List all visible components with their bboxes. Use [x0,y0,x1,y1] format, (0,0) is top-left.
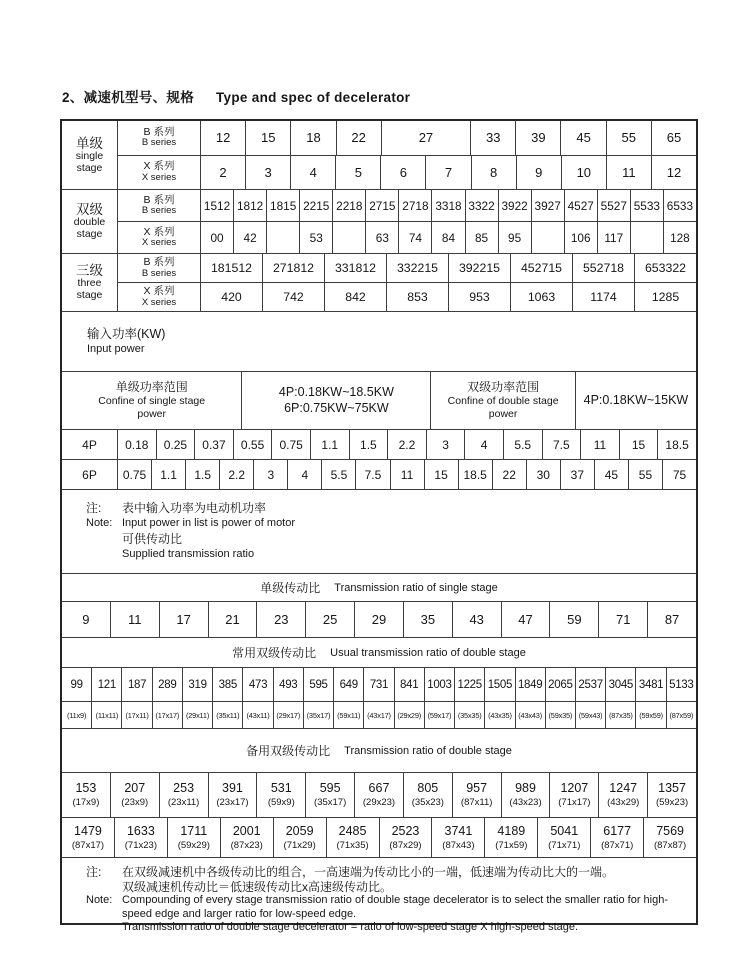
power-value-6p: 5.5 [321,460,355,489]
usual-double-factor: (43x35) [484,702,514,728]
usual-double-value: 289 [152,668,182,701]
x-series-cells [201,283,696,311]
spare-double-cell: 7569 (87x87) [643,818,696,857]
spare-double-cell: 207 (23x9) [110,773,159,817]
page-title-zh: 2、减速机型号、规格 [62,90,195,105]
spare-double-cell: 1357 (59x23) [647,773,696,817]
x-series-row [118,221,696,253]
note2-zh-line2: 双级减速机传动比＝低速级传动比x高速级传动比。 [122,879,393,894]
usual-double-factor: (29x29) [394,702,424,728]
usual-double-value: 649 [333,668,363,701]
power-value-6p: 75 [662,460,696,489]
x-series-cells [201,156,696,190]
b-series-value: 39 [515,121,560,155]
usual-double-value: 3045 [605,668,635,701]
b-series-value: 45 [560,121,605,155]
power-value-6p: 3 [253,460,287,489]
b-series-value: 1815 [266,190,299,221]
spare-double-cell: 531 (59x9) [256,773,305,817]
b-series-value: 3927 [531,190,564,221]
x-series-row [118,155,696,190]
usual-double-factor: (87x35) [605,702,635,728]
single-power-range-label: 单级功率范围 Confine of single stage power [98,380,206,420]
note2-en-line2: Transmission ratio of double stage decelerator = ratio of low-speed stage X high-speed stage. [122,921,579,934]
usual-double-value: 473 [242,668,272,701]
usual-double-factor: (43x11) [242,702,272,728]
b-series-value: 181512 [210,261,253,275]
x-series-value: 1285 [634,283,696,311]
series-label-x: X 系列 X series [118,283,201,311]
single-power-range-value: 4P:0.18KW~18.5KW 6P:0.75KW~75KW [241,372,430,429]
stage-label-en: double stage [73,216,106,241]
power-value-4p: 11 [580,430,619,459]
x-series-value: 1063 [510,283,572,311]
b-series-value: 4527 [564,190,597,221]
usual-double-value: 493 [273,668,303,701]
input-power-zh: 输入功率(KW) [87,327,166,342]
usual-double-factor: (29x17) [273,702,303,728]
b-series-value: 392215 [448,254,510,282]
b-series-value: 331812 [324,254,386,282]
x-series-value: 00 [210,230,224,245]
single-ratio-value: 23 [256,602,305,637]
x-series-value: 74 [398,222,431,253]
power-value-6p: 1.5 [185,460,219,489]
power-range-row [62,371,696,429]
usual-double-factor: (35x17) [303,702,333,728]
spare-double-cell: 667 (29x23) [354,773,403,817]
b-series-value: 55 [606,121,651,155]
single-ratio-value: 87 [647,602,696,637]
note-box-input-power [62,489,696,573]
x-series-value: 53 [299,222,332,253]
power-value-4p: 0.75 [271,430,310,459]
x-series-value: 7 [425,156,470,190]
usual-double-value: 841 [394,668,424,701]
spare-double-cell: 957 (87x11) [452,773,501,817]
stage-label-zh: 三级 [76,263,103,279]
power-value-6p: 2.2 [219,460,253,489]
stage-rows [118,121,696,189]
x-series-value: 5 [335,156,380,190]
usual-double-header: 常用双级传动比 Usual transmission ratio of double stage [62,637,696,667]
note2-en-line1: Note: Compounding of every stage transmission ratio of double stage decelerator is to select the smaller ratio for high-speed edge and larger ratio for low-speed edge. [86,894,669,920]
x-series-value [531,222,564,253]
b-series-value: 552718 [572,254,634,282]
x-series-value: 84 [431,222,464,253]
b-series-cells [201,121,696,155]
x-series-value: 3 [245,156,290,190]
note-box-ratio [62,857,696,934]
series-label-x: X 系列 X series [118,222,201,253]
usual-double-factor: (59x35) [545,702,575,728]
b-series-value: 5527 [597,190,630,221]
note2-zh-line1: 注: 在双级减速机中各级传动比的组合，一高速端为传动比小的一端，低速端为传动比大的一端。 [86,865,615,879]
stage-rows [118,190,696,253]
spare-double-cell: 4189 (71x59) [484,818,537,857]
x-series-value: 85 [465,222,498,253]
x-series-row [118,282,696,311]
usual-double-value: 385 [212,668,242,701]
b-series-value: 2718 [398,190,431,221]
spare-double-cell: 391 (23x17) [208,773,257,817]
usual-double-factor: (17x11) [121,702,151,728]
spare-double-cell: 2059 (71x29) [273,818,326,857]
usual-double-factors-row [62,701,696,728]
usual-double-factor: (59x11) [333,702,363,728]
usual-double-value: 319 [182,668,212,701]
spare-double-cell: 1207 (71x17) [549,773,598,817]
power-value-4p: 2.2 [387,430,426,459]
b-series-cells [201,190,696,221]
input-power-en: Input power [87,343,145,356]
single-ratio-value: 43 [452,602,501,637]
usual-double-value: 187 [121,668,151,701]
power-value-6p: 30 [526,460,560,489]
power-value-4p: 0.18 [125,437,149,452]
spare-double-cell: 253 (23x11) [159,773,208,817]
power-value-6p: 55 [628,460,662,489]
power-row-4p [62,429,696,459]
x-series-value: 842 [324,283,386,311]
usual-double-factor: (43x43) [515,702,545,728]
series-label-b: B 系列 B series [118,121,201,155]
page-content [60,86,698,934]
x-series-value: 953 [448,283,510,311]
b-series-value: 33 [470,121,515,155]
single-ratio-value: 35 [403,602,452,637]
power-value-6p: 1.1 [151,460,185,489]
x-series-value: 742 [262,283,324,311]
power-value-4p: 4 [464,430,503,459]
spare-double-cell: 1247 (43x29) [598,773,647,817]
b-series-value: 27 [381,121,470,155]
stage-rows [118,254,696,311]
stage-label-three [62,254,118,311]
x-series-value: 2 [219,164,227,180]
single-ratio-value: 47 [501,602,550,637]
power-value-6p: 7.5 [355,460,389,489]
x-series-value: 42 [233,222,266,253]
double-power-range-label: 双级功率范围 Confine of double stage power [430,372,575,429]
x-series-value [332,222,365,253]
note1-en-line: Note: Input power in list is power of motor [86,517,296,530]
b-series-value: 332215 [386,254,448,282]
single-ratio-value: 71 [598,602,647,637]
power-value-4p: 18.5 [657,430,696,459]
spare-double-cell: 1479 (87x17) [71,823,105,851]
single-ratio-value: 21 [208,602,257,637]
page-title [62,86,698,106]
single-ratio-value: 9 [82,612,90,627]
stage-group-three [62,253,696,311]
usual-double-value: 1003 [424,668,454,701]
single-ratio-value: 59 [549,602,598,637]
power-row-6p [62,459,696,489]
power-value-4p: 1.1 [310,430,349,459]
usual-double-value: 1849 [515,668,545,701]
usual-double-factor: (35x11) [212,702,242,728]
stage-label-en: single stage [75,149,104,174]
b-series-value: 1812 [233,190,266,221]
b-series-value: 653322 [634,254,696,282]
b-series-value: 2215 [299,190,332,221]
usual-double-value: 2537 [575,668,605,701]
x-series-value: 128 [663,222,696,253]
power-value-4p: 0.55 [233,430,272,459]
b-series-row [118,121,696,155]
power-4p-cells [118,430,696,459]
b-series-value: 3322 [465,190,498,221]
double-power-range-value: 4P:0.18KW~15KW [575,372,696,429]
x-series-value: 6 [380,156,425,190]
usual-double-factor: (11x11) [91,702,121,728]
spare-double-cell: 3741 (87x43) [431,818,484,857]
b-series-row [118,254,696,282]
usual-double-value: 731 [363,668,393,701]
single-ratio-row [62,601,696,637]
stage-group-double [62,189,696,253]
usual-double-factor: (35x35) [454,702,484,728]
spare-double-cell: 989 (43x23) [501,773,550,817]
x-series-value: 4 [290,156,335,190]
page-title-en: Type and spec of decelerator [216,90,411,105]
b-series-value: 6533 [663,190,696,221]
usual-double-factor: (87x59) [666,702,696,728]
usual-double-factor: (17x17) [152,702,182,728]
series-label-b: B 系列 B series [118,254,201,282]
power-value-6p: 37 [560,460,594,489]
x-series-value: 9 [516,156,561,190]
x-series-value [630,222,663,253]
spare-double-cell: 2523 (87x29) [379,818,432,857]
spare-double-row2 [62,817,696,857]
x-series-value: 420 [221,290,242,304]
b-series-value: 271812 [262,254,324,282]
power-value-6p: 18.5 [458,460,492,489]
x-series-cells [201,222,696,253]
note1-zh-line: 注: 表中输入功率为电动机功率 [86,501,267,515]
b-series-value: 2218 [332,190,365,221]
b-series-row [118,190,696,221]
b-series-value: 15 [245,121,290,155]
x-series-value: 10 [561,156,606,190]
power-row-label-6p: 6P [62,460,118,489]
spare-double-cell: 5041 (71x71) [537,818,590,857]
x-series-value [266,222,299,253]
usual-double-values-row [62,667,696,701]
b-series-value: 3922 [498,190,531,221]
stage-label-en: three stage [76,277,103,302]
power-value-6p: 0.75 [122,467,147,482]
single-ratio-value: 29 [354,602,403,637]
usual-double-value: 5133 [666,668,696,701]
b-series-value: 18 [290,121,335,155]
usual-double-factor: (11x9) [67,710,87,720]
power-value-4p: 0.25 [156,430,195,459]
spare-double-cell: 153 (17x9) [72,781,100,809]
power-value-6p: 15 [424,460,458,489]
usual-double-factor: (43x17) [363,702,393,728]
power-value-6p: 11 [390,460,424,489]
usual-double-value: 121 [91,668,121,701]
x-series-value: 117 [597,222,630,253]
note1-en-line2: Supplied transmission ratio [122,548,255,561]
power-value-6p: 4 [287,460,321,489]
b-series-value: 3318 [431,190,464,221]
spare-double-cell: 2001 (87x23) [220,818,273,857]
power-value-4p: 0.37 [194,430,233,459]
spare-double-cell: 1711 (59x29) [167,818,220,857]
single-ratio-value: 25 [305,602,354,637]
input-power-box [62,311,696,371]
stage-label-zh: 双级 [76,202,103,218]
x-series-value: 8 [471,156,516,190]
b-series-cells [201,254,696,282]
spare-double-cell: 595 (35x17) [305,773,354,817]
note1-zh-line2: 可供传动比 [122,532,183,547]
stage-label-zh: 单级 [76,135,103,151]
power-value-6p: 45 [594,460,628,489]
usual-double-value: 3481 [635,668,665,701]
x-series-value: 853 [386,283,448,311]
usual-double-value: 99 [70,678,83,691]
x-series-value: 12 [651,156,696,190]
power-value-4p: 7.5 [542,430,581,459]
b-series-value: 5533 [630,190,663,221]
power-row-label-4p: 4P [62,430,118,459]
x-series-value: 106 [564,222,597,253]
spare-double-cell: 2485 (71x35) [326,818,379,857]
b-series-value: 452715 [510,254,572,282]
stage-group-single [62,121,696,189]
single-ratio-header: 单级传动比 Transmission ratio of single stage [62,573,696,601]
spare-double-cell: 6177 (87x71) [590,818,643,857]
usual-double-value: 2065 [545,668,575,701]
usual-double-value: 1225 [454,668,484,701]
power-value-4p: 3 [426,430,465,459]
single-ratio-value: 11 [110,602,159,637]
power-value-4p: 1.5 [349,430,388,459]
x-series-value: 1174 [572,283,634,311]
x-series-value: 63 [365,222,398,253]
power-value-4p: 5.5 [503,430,542,459]
usual-double-factor: (59x59) [635,702,665,728]
series-label-b: B 系列 B series [118,190,201,221]
single-ratio-value: 17 [159,602,208,637]
spare-double-cell: 1633 (71x23) [114,818,167,857]
spare-double-header: 备用双级传动比 Transmission ratio of double stage [62,728,696,772]
power-value-6p: 22 [492,460,526,489]
usual-double-value: 595 [303,668,333,701]
b-series-value: 1512 [203,198,231,213]
power-value-4p: 15 [619,430,658,459]
usual-double-factor: (59x17) [424,702,454,728]
b-series-value: 2715 [365,190,398,221]
series-label-x: X 系列 X series [118,156,201,190]
x-series-value: 11 [606,156,651,190]
spare-double-cell: 805 (35x23) [403,773,452,817]
spare-double-row1 [62,772,696,817]
b-series-value: 22 [336,121,381,155]
usual-double-factor: (59x43) [575,702,605,728]
usual-double-value: 1505 [484,668,514,701]
power-6p-cells [118,460,696,489]
usual-double-factor: (29x11) [182,702,212,728]
stage-label-double [62,190,118,253]
x-series-value: 95 [498,222,531,253]
spec-table [60,119,698,934]
b-series-value: 65 [651,121,696,155]
b-series-value: 12 [215,130,231,146]
stage-label-single [62,121,118,189]
